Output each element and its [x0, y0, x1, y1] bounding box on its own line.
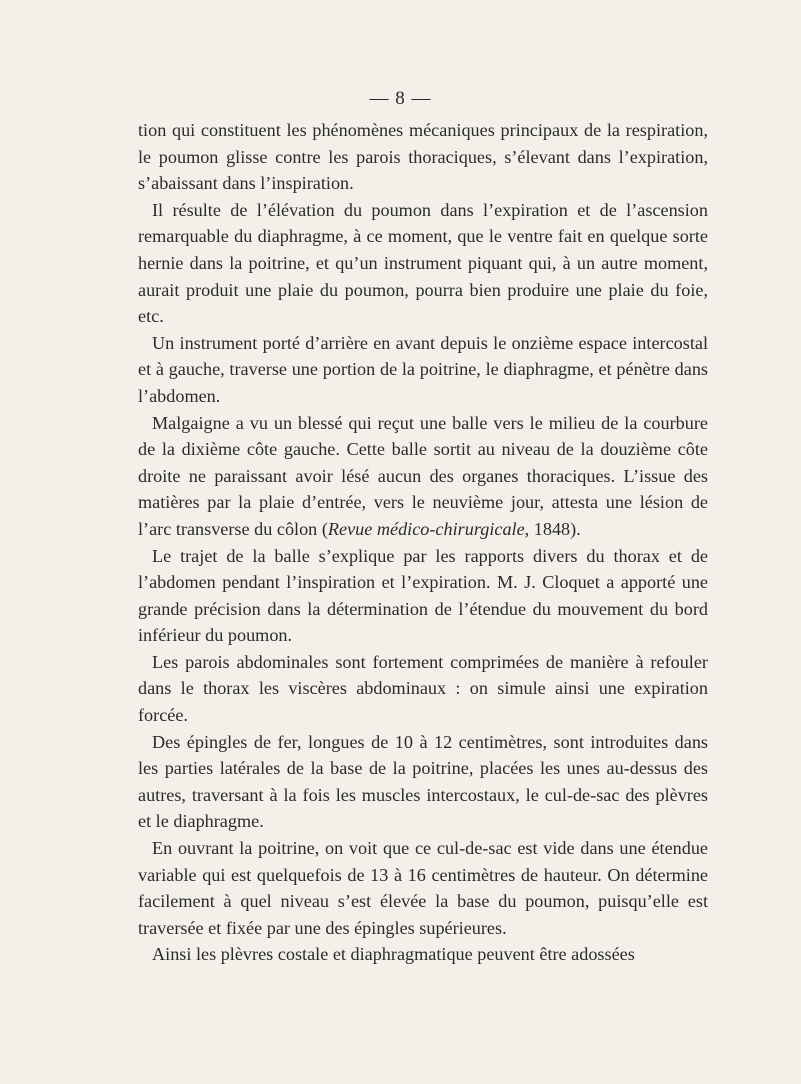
paragraph-elevation: Il résulte de l’élévation du poumon dans l’expiration et de l’ascension remarquable du diaphragme, à ce moment, que le ventre fait en quelque sorte hernie dans la poitrine, et qu’un instrument piquant qui, à un autre moment, aurait produit une plaie du poumon, pourra bien produire une plaie du foie, etc.: [138, 199, 708, 327]
page-number: — 8 —: [369, 88, 432, 109]
citation-year: , 1848).: [524, 518, 581, 539]
paragraph-parois: Les parois abdominales sont fortement comprimées de manière à refouler dans le thorax les viscères abdominaux : on simule ainsi une expiration forcée.: [138, 651, 708, 726]
paragraph-malgaigne: [138, 410, 708, 543]
paragraph-plevres: Ainsi les plèvres costale et diaphragmatique peuvent être adossées: [152, 944, 635, 965]
citation-title: Revue médico-chirurgicale: [327, 518, 525, 539]
paragraph-ouvrant: En ouvrant la poitrine, on voit que ce cul-de-sac est vide dans une étendue variable qui est quelquefois de 13 à 16 centimètres de hauteur. On détermine facilement à quel niveau s’est élevée la base du poumon, puisqu’elle est traversée et fixée par une des épingles supérieures.: [138, 838, 708, 938]
paragraph-trajet: Le trajet de la balle s’explique par les rapports divers du thorax et de l’abdomen pendant l’inspiration et l’expiration. M. J. Cloquet a apporté une grande précision dans la détermination de l’étendue du mouvement du bord inférieur du poumon.: [138, 545, 708, 646]
paragraph-epingles: Des épingles de fer, longues de 10 à 12 centimètres, sont introduites dans les parties latérales de la base de la poitrine, placées les unes au-dessus des autres, traversant à la fois les muscles intercostaux, le cul-de-sac des plèvres et le diaphragme.: [138, 731, 708, 832]
paragraph-instrument: Un instrument porté d’arrière en avant depuis le onzième espace intercostal et à gauche, traverse une portion de la poitrine, le diaphragme, et pénètre dans l’abdomen.: [138, 332, 708, 406]
paragraph-continuation: tion qui constituent les phénomènes mécaniques principaux de la respiration, le poumon glisse contre les parois thoraciques, s’élevant dans l’expiration, s’abaissant dans l’inspiration.: [138, 120, 708, 194]
paragraph-malgaigne-text: Malgaigne a vu un blessé qui reçut une balle vers le milieu de la courbure de la dixième côte gauche. Cette balle sortit au niveau de la douzième côte droite ne paraissant avoir lésé aucun des organes thoraciques. L’issue des matières par la plaie d’entrée, vers le neuvième jour, attesta une lésion de l’arc transverse du côlon (: [138, 412, 708, 539]
body-text: [138, 117, 708, 968]
